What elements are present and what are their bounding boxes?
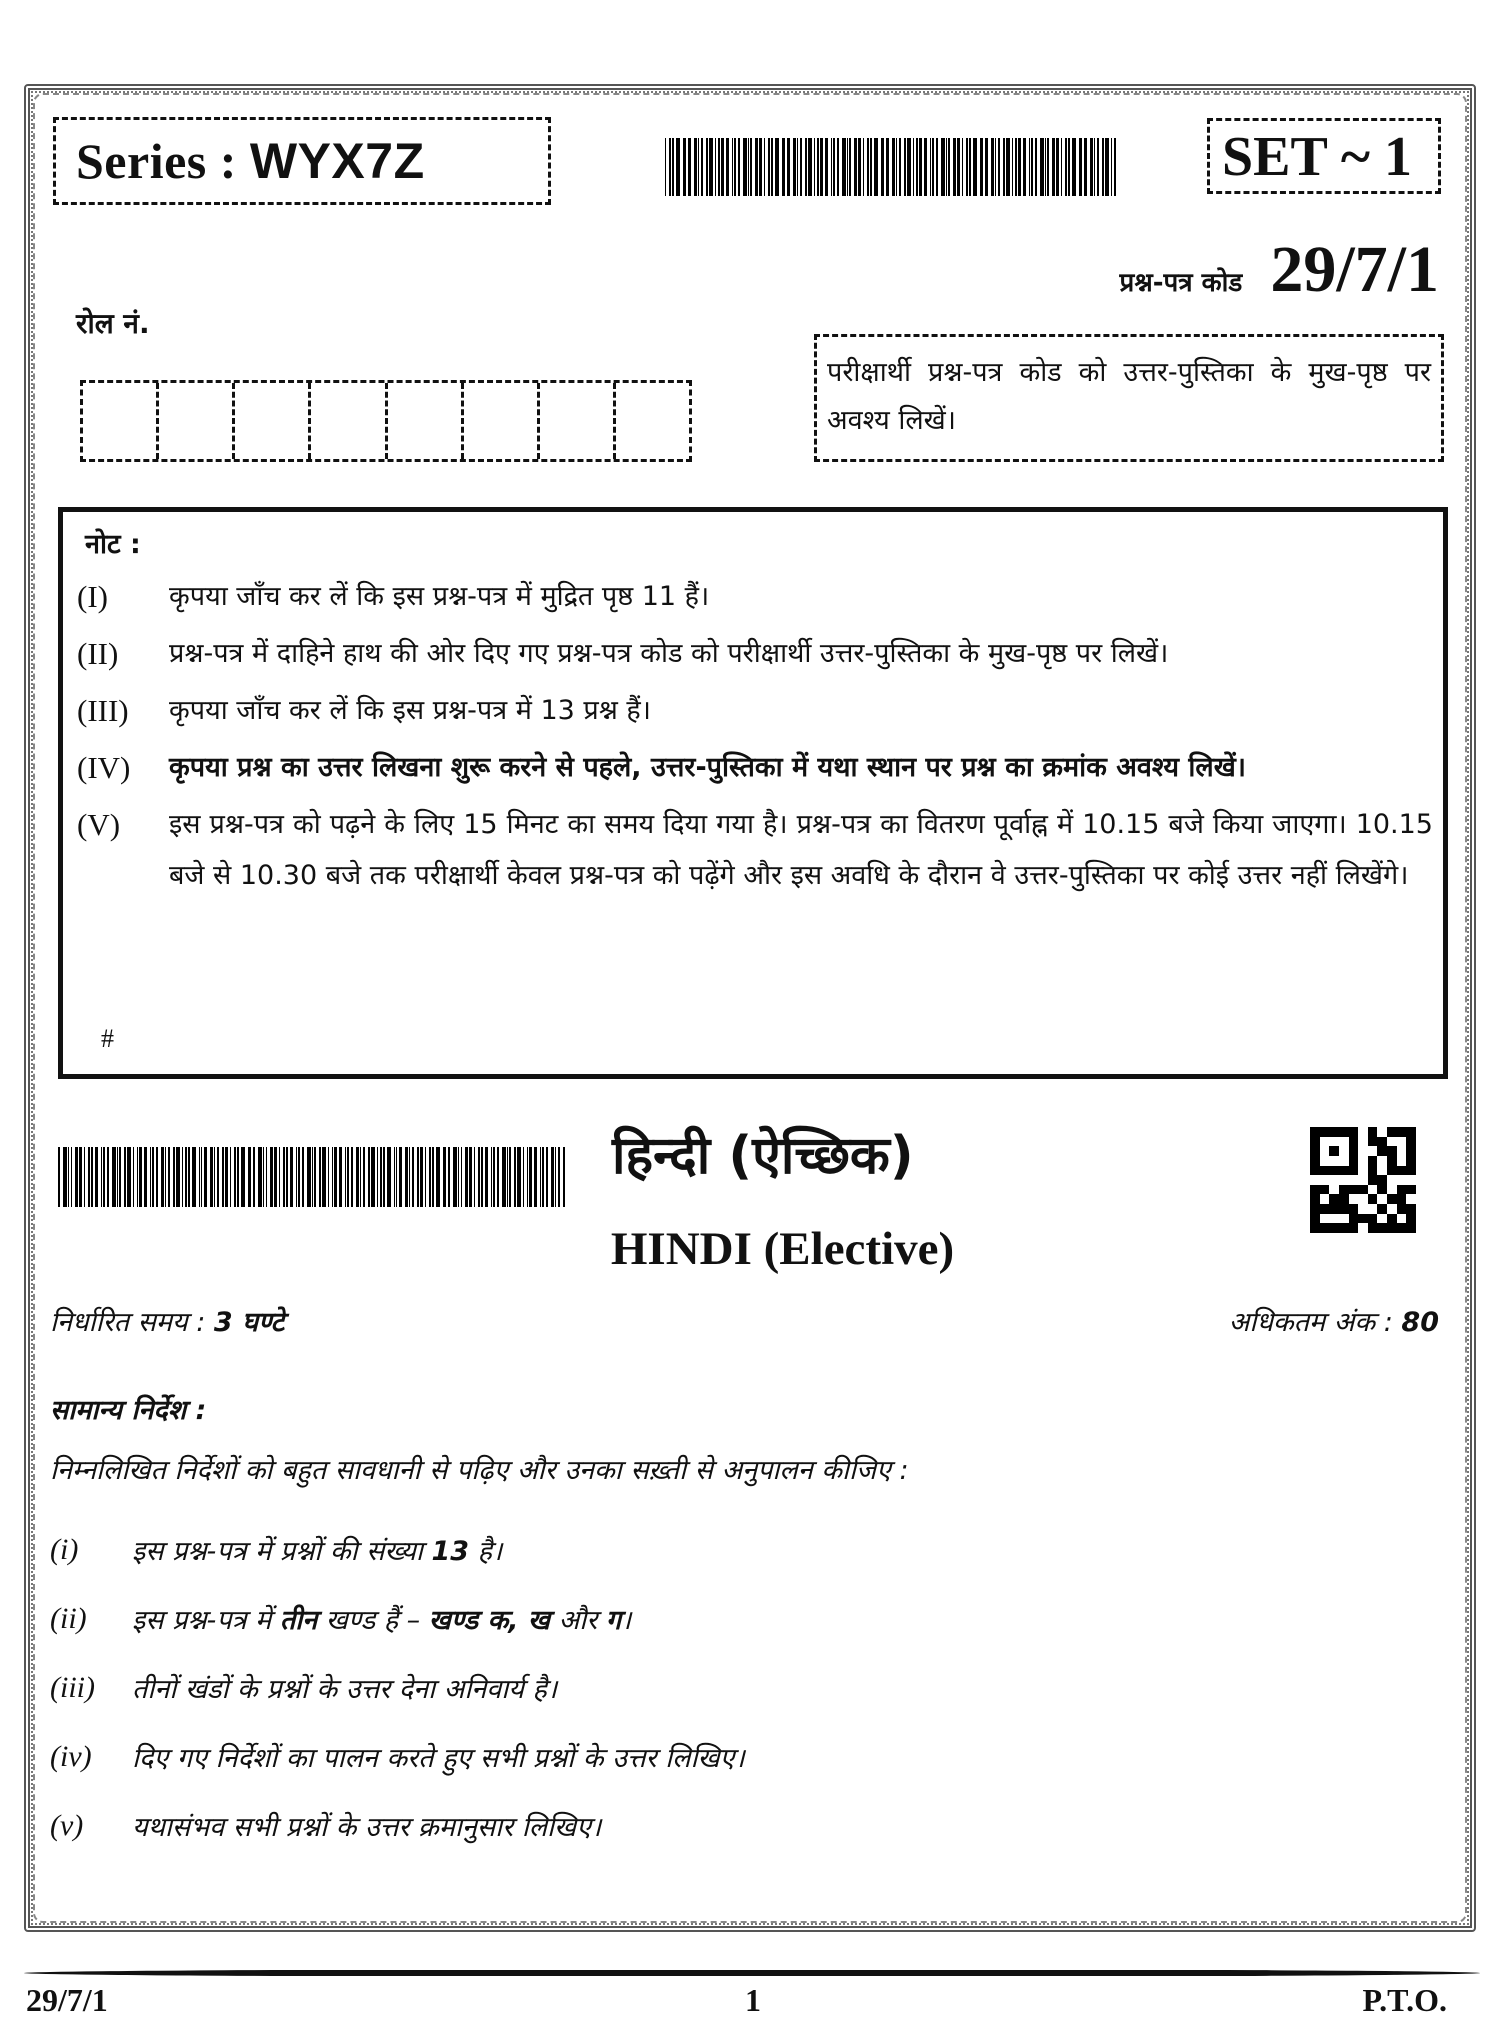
roll-number-digit-box[interactable]	[235, 383, 311, 459]
barcode-bars	[665, 138, 1117, 196]
series-value: WYX7Z	[249, 133, 425, 189]
subject-title-hindi: हिन्दी (ऐच्छिक)	[612, 1126, 914, 1186]
instruction-text	[132, 1531, 502, 1568]
instruction-number: (iii)	[50, 1670, 95, 1704]
instruction-text	[132, 1738, 745, 1775]
roll-number-digit-box[interactable]	[83, 383, 159, 459]
instruction-number: (v)	[50, 1808, 84, 1842]
note-text: कृपया जाँच कर लें कि इस प्रश्न-पत्र में मुद्रित पृष्ठ 11 हैं।	[169, 581, 710, 612]
general-instructions-intro: निम्नलिखित निर्देशों को बहुत सावधानी से पढ़िए और उनका सख़्ती से अनुपालन कीजिए :	[50, 1455, 909, 1486]
instruction-text	[132, 1669, 557, 1706]
roll-number-digit-box[interactable]	[159, 383, 235, 459]
note-number: (V)	[77, 807, 121, 842]
instruction-emphasis: तीन	[279, 1605, 318, 1636]
set-box	[1207, 118, 1441, 194]
barcode-bars	[58, 1147, 566, 1207]
series-box	[53, 117, 551, 205]
instruction-emphasis: खण्ड क, ख	[428, 1605, 550, 1636]
time-value: 3 घण्टे	[213, 1307, 285, 1338]
instruction-item	[50, 1722, 1430, 1791]
paper-code	[1120, 232, 1439, 308]
instruction-text	[132, 1600, 631, 1637]
instruction-number: (ii)	[50, 1601, 87, 1635]
instruction-fragment: खण्ड हैं –	[317, 1605, 429, 1636]
series-label: Series :	[76, 133, 237, 189]
time-allowed	[50, 1302, 284, 1339]
note-item	[77, 571, 1433, 622]
series-text	[76, 132, 425, 190]
instruction-fragment: दिए गए निर्देशों का पालन करते हुए सभी प्रश्नों के उत्तर लिखिए।	[132, 1743, 745, 1774]
instruction-emphasis: ग	[605, 1605, 622, 1636]
paper-code-label: प्रश्न-पत्र कोड	[1119, 268, 1243, 298]
roll-number-digit-box[interactable]	[311, 383, 387, 459]
note-text: इस प्रश्न-पत्र को पढ़ने के लिए 15 मिनट का समय दिया गया है। प्रश्न-पत्र का वितरण पूर्वाह्न में 10.15 बजे किया जाएगा। 10.15 बजे से 10.30 बजे तक परीक्षार्थी केवल प्रश्न-पत्र को पढ़ेंगे और इस अवधि के दौरान वे उत्तर-पुस्तिका पर कोई उत्तर नहीं लिखेंगे।	[169, 809, 1433, 891]
note-number: (I)	[77, 579, 108, 614]
instruction-fragment: और	[550, 1605, 606, 1636]
instruction-item	[50, 1791, 1430, 1860]
instruction-fragment: इस प्रश्न-पत्र में प्रश्नों की संख्या	[132, 1536, 432, 1567]
time-label: निर्धारित समय :	[50, 1307, 206, 1338]
set-label: SET ~ 1	[1222, 126, 1412, 188]
instruction-item	[50, 1584, 1430, 1653]
instruction-emphasis: 13	[431, 1536, 470, 1567]
note-number: (III)	[77, 693, 129, 728]
roll-number-label: रोल नं.	[76, 307, 150, 340]
paper-code-value: 29/7/1	[1270, 233, 1439, 306]
marks-value: 80	[1401, 1307, 1439, 1338]
barcode-top	[665, 138, 1117, 196]
roll-number-digit-box[interactable]	[540, 383, 616, 459]
footer-paper-code: 29/7/1	[26, 1982, 108, 2018]
roll-number-digit-box[interactable]	[388, 383, 464, 459]
notes-box	[58, 507, 1448, 1079]
general-instructions-title: सामान्य निर्देश :	[50, 1395, 207, 1426]
marks-label: अधिकतम अंक :	[1228, 1307, 1393, 1338]
code-instruction-box	[814, 334, 1444, 462]
code-instruction-text: परीक्षार्थी प्रश्न-पत्र कोड को उत्तर-पुस्तिका के मुख-पृष्ठ पर अवश्य लिखें।	[827, 357, 1431, 436]
footer-divider	[24, 1969, 1480, 1977]
footer-pto: P.T.O.	[1362, 1982, 1447, 2018]
roll-number-boxes[interactable]	[80, 380, 692, 462]
subject-title-english: HINDI (Elective)	[610, 1223, 955, 1275]
note-text: कृपया जाँच कर लें कि इस प्रश्न-पत्र में 13 प्रश्न हैं।	[169, 695, 652, 726]
qr-code-icon	[1310, 1127, 1416, 1233]
instruction-fragment: यथासंभव सभी प्रश्नों के उत्तर क्रमानुसार लिखिए।	[132, 1812, 602, 1843]
footer-page-number: 1	[745, 1982, 761, 2018]
note-item	[77, 742, 1433, 793]
instruction-fragment: ।	[621, 1605, 632, 1636]
roll-number-digit-box[interactable]	[616, 383, 689, 459]
note-number: (IV)	[77, 750, 131, 785]
maximum-marks	[1229, 1302, 1439, 1339]
instruction-item	[50, 1653, 1430, 1722]
notes-title: नोट :	[85, 529, 141, 560]
notes-list	[77, 571, 1433, 901]
note-text: कृपया प्रश्न का उत्तर लिखना शुरू करने से पहले, उत्तर-पुस्तिका में यथा स्थान पर प्रश्न का क्रमांक अवश्य लिखें।	[169, 752, 1247, 783]
note-item	[77, 685, 1433, 736]
instruction-item	[50, 1515, 1430, 1584]
note-item	[77, 799, 1433, 901]
instruction-text	[132, 1807, 601, 1844]
barcode-bottom	[58, 1147, 566, 1207]
instruction-fragment: तीनों खंडों के प्रश्नों के उत्तर देना अनिवार्य है।	[132, 1674, 558, 1705]
general-instructions-list	[50, 1515, 1430, 1860]
instruction-number: (i)	[50, 1532, 79, 1566]
hash-mark: #	[101, 1024, 114, 1053]
roll-number-digit-box[interactable]	[464, 383, 540, 459]
note-item	[77, 628, 1433, 679]
instruction-fragment: इस प्रश्न-पत्र में	[132, 1605, 280, 1636]
instruction-number: (iv)	[50, 1739, 92, 1773]
note-number: (II)	[77, 636, 119, 671]
note-text: प्रश्न-पत्र में दाहिने हाथ की ओर दिए गए प्रश्न-पत्र कोड को परीक्षार्थी उत्तर-पुस्तिका के मुख-पृष्ठ पर लिखें।	[169, 638, 1169, 669]
instruction-fragment: है।	[469, 1536, 503, 1567]
